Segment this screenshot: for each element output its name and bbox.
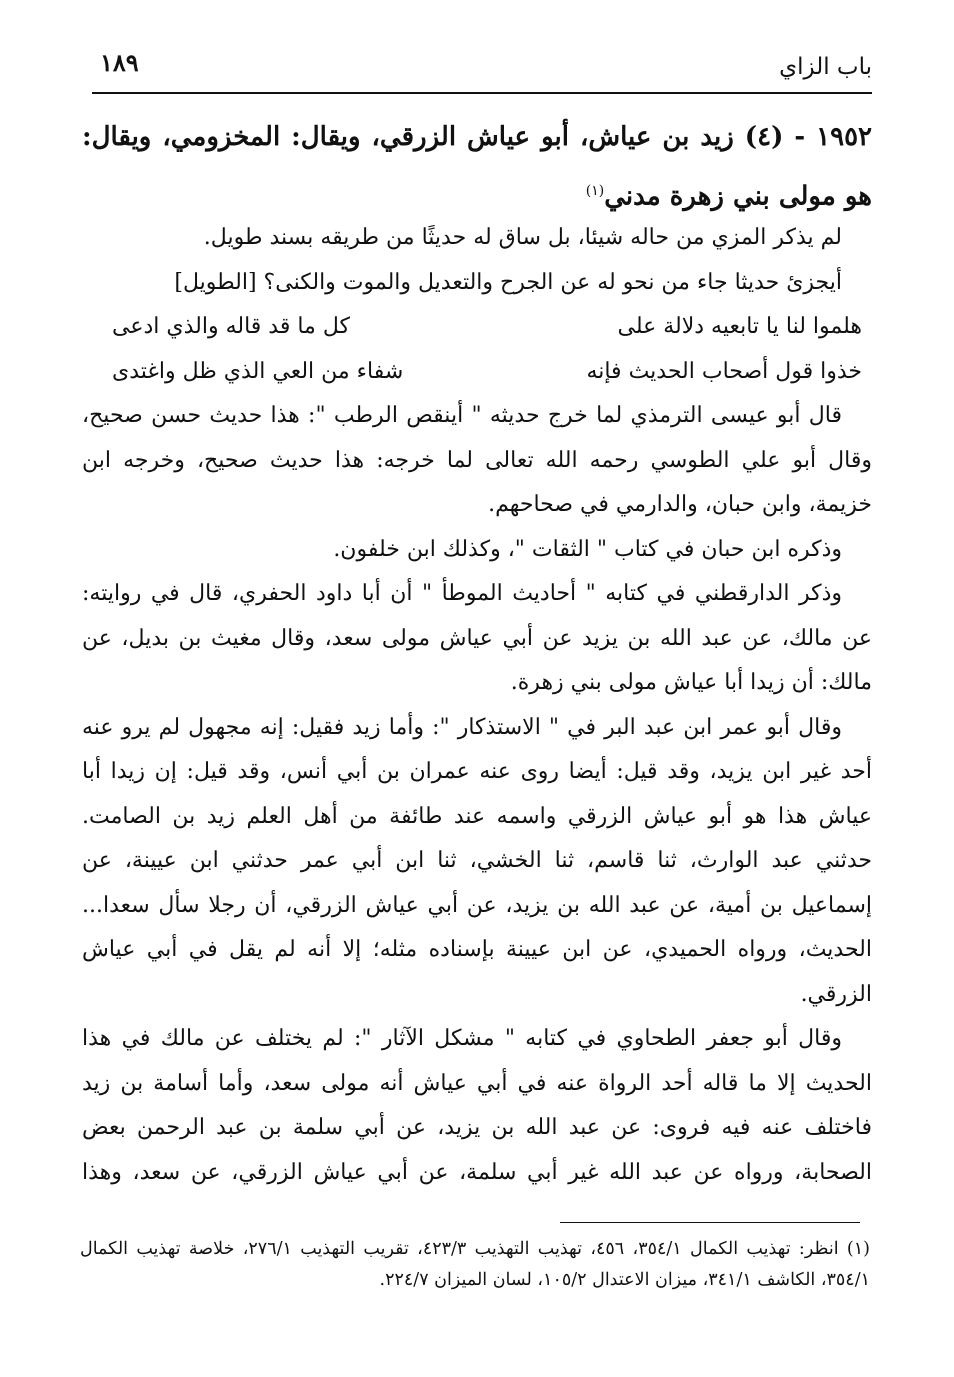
entry-heading — [82, 110, 872, 224]
verse-1-second-hemistich: كل ما قد قاله والذي ادعى — [112, 314, 350, 339]
footnotes — [80, 1234, 870, 1296]
footnote-reference: (١) — [585, 183, 605, 199]
body-text — [82, 216, 872, 1195]
page-header — [92, 48, 872, 94]
paragraph-6: وقال أبو عمر ابن عبد البر في " الاستذكار ": وأما زيد فقيل: إنه مجهول لم يرو عنه أحد غير ابن يزيد، وقد قيل: أيضا روى عنه عمران بن أبي أنس، وقد قيل: إن زيدا أبا عياش هذا هو أبو عياش الزرقي واسمه عند طائفة من أهل العلم زيد بن الصامت. حدثني عبد الوارث، ثنا قاسم، ثنا الخشي، ثنا ابن أبي عمر حدثني ابن عيينة، عن إسماعيل بن أمية، عن عبد الله بن يزيد، عن أبي عياش الزرقي، أن رجلا سأل سعدا... الحديث، ورواه الحميدي، عن ابن عيينة بإسناده مثله؛ إلا أنه لم يقل في أبي عياش الزرقي. — [82, 714, 872, 1007]
paragraph-3: قال أبو عيسى الترمذي لما خرج حديثه " أينقص الرطب ": هذا حديث حسن صحيح، وقال أبو علي الطوسي رحمه الله تعالى لما خرجه: هذا حديث صحيح، وخرجه ابن خزيمة، وابن حبان، والدارمي في صحاحهم. — [82, 403, 872, 517]
entry-heading-text: ١٩٥٢ - (٤) زيد بن عياش، أبو عياش الزرقي، ويقال: المخزومي، ويقال: هو مولى بني زهرة مدني — [82, 122, 872, 212]
paragraph-4: وذكره ابن حبان في كتاب " الثقات "، وكذلك ابن خلفون. — [333, 536, 842, 562]
verse-line-2 — [82, 350, 872, 395]
footnote-divider — [560, 1222, 860, 1223]
verse-2-first-hemistich: خذوا قول أصحاب الحديث فإنه — [586, 358, 862, 384]
running-title: باب الزاي — [779, 54, 872, 80]
footnote-1: (١) انظر: تهذيب الكمال ٣٥٤/١، ٤٥٦، تهذيب التهذيب ٤٢٣/٣، تقريب التهذيب ٢٧٦/١، خلاصة تهذيب الكمال ٣٥٤/١، الكاشف ٣٤١/١، ميزان الاعتدال ١٠٥/٢، لسان الميزان ٢٢٤/٧. — [80, 1239, 870, 1290]
page-number: ١٨٩ — [100, 48, 139, 77]
verse-1-first-hemistich: هلموا لنا يا تابعيه دلالة على — [617, 314, 862, 339]
verse-line-1 — [82, 305, 872, 350]
paragraph-1: لم يذكر المزي من حاله شيئا، بل ساق له حديثًا من طريقه بسند طويل. — [203, 225, 842, 250]
paragraph-2: أيجزئ حديثا جاء من نحو له عن الجرح والتعديل والموت والكنى؟ [الطويل] — [174, 269, 842, 295]
paragraph-5: وذكر الدارقطني في كتابه " أحاديث الموطأ " أن أبا داود الحفري، قال في روايته: عن مالك، عن عبد الله بن يزيد عن أبي عياش مولى سعد، وقال مغيث بن بديل، عن مالك: أن زيدا أبا عياش مولى بني زهرة. — [82, 581, 872, 695]
verse-2-second-hemistich: شفاء من العي الذي ظل واغتدى — [112, 358, 404, 384]
paragraph-7: وقال أبو جعفر الطحاوي في كتابه " مشكل الآثار ": لم يختلف عن مالك في هذا الحديث إلا ما قاله أحد الرواة عنه في أبي عياش أنه مولى سعد، وأما أسامة بن زيد فاختلف عنه فيه فروى: عن عبد الله بن يزيد، عن أبي سلمة بن عبد الرحمن بعض الصحابة، ورواه عن عبد الله غير أبي سلمة، عن أبي عياش الزرقي، عن سعد، وهذا — [82, 1026, 872, 1185]
